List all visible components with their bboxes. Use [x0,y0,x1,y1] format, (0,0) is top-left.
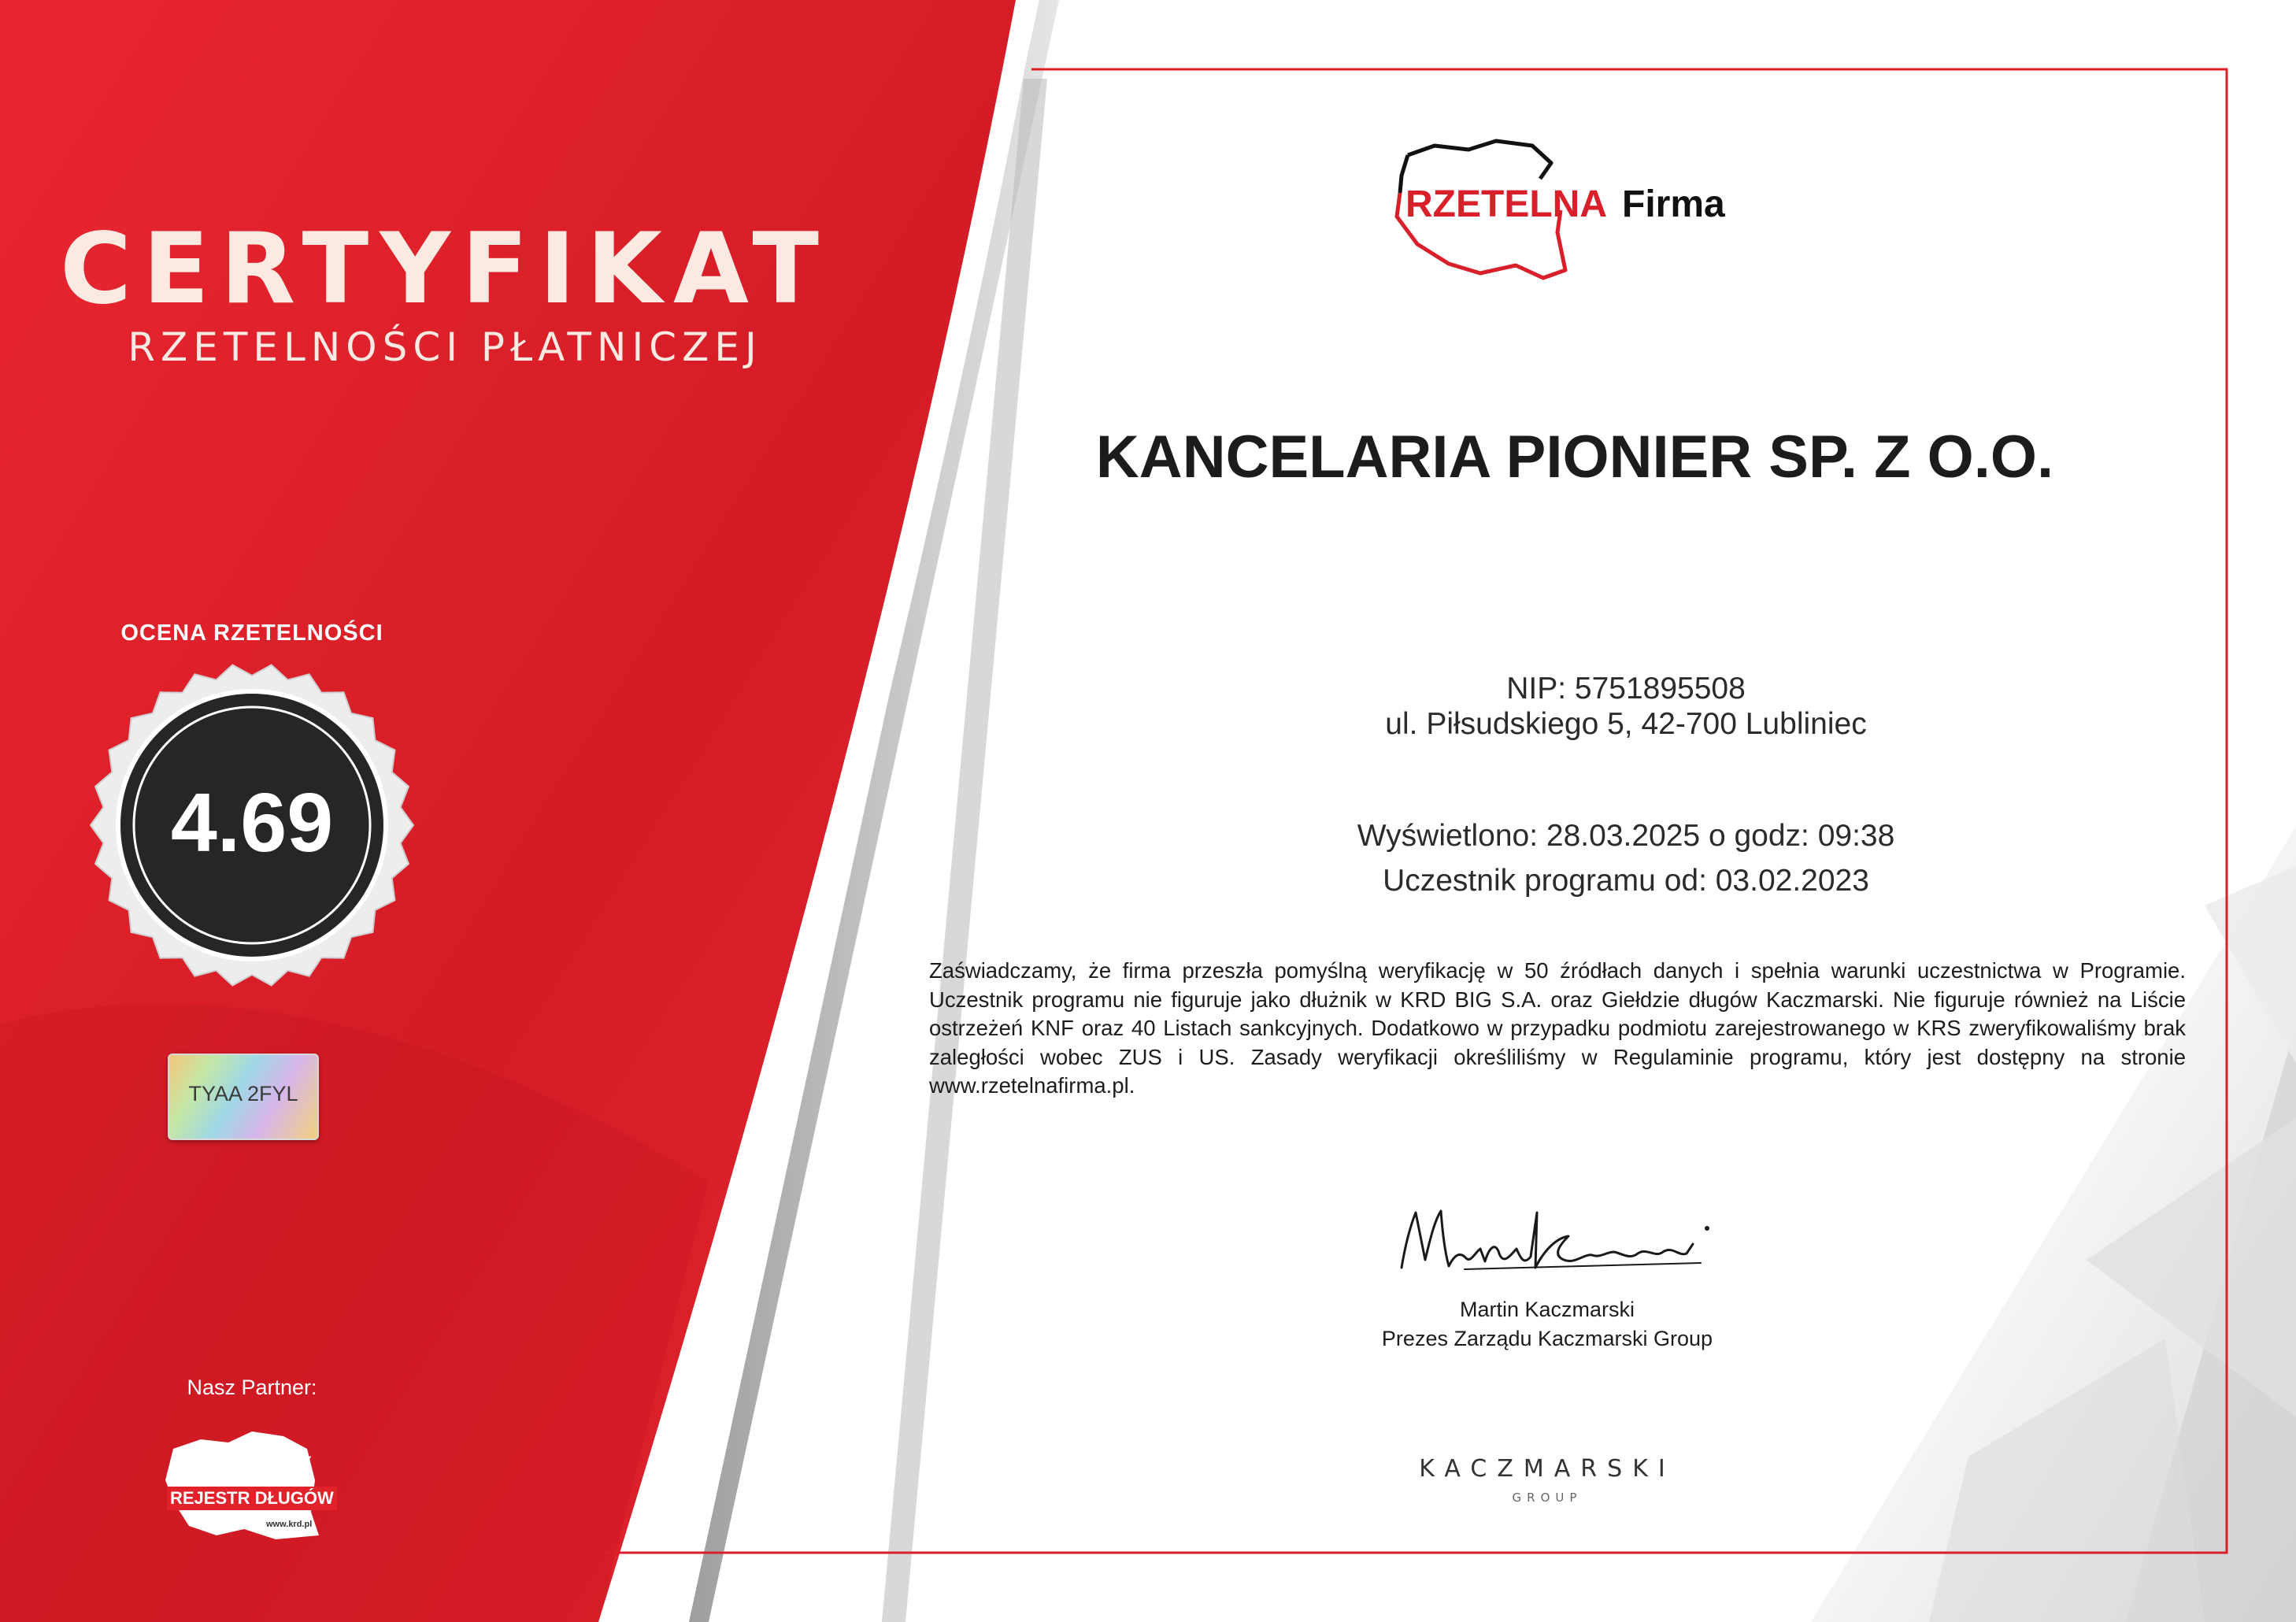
certificate-subtitle: RZETELNOŚCI PŁATNICZEJ [128,324,762,370]
member-since: Uczestnik programu od: 03.02.2023 [1383,864,1869,898]
rating-value: 4.69 [170,776,334,869]
rating-label: OCENA RZETELNOŚCI [120,620,383,646]
geometric-pattern [1811,827,2296,1622]
company-name: KANCELARIA PIONIER SP. Z O.O. [1095,424,2054,491]
company-nip: NIP: 5751895508 [1506,672,1746,705]
partner-logo-word2: REJESTR DŁUGÓW [167,1487,337,1510]
signer-role: Prezes Zarządu Kaczmarski Group [1381,1327,1713,1350]
certificate-statement: Zaświadczamy, że firma przeszła pomyślną weryfikację w 50 źródłach danych i spełnia warunki uczestnictwa w Programie. Uczestnik programu nie figuruje jako dłużnik w KRD BIG S.A. oraz Giełdzie długów Kaczmarski. Nie figuruje również na Liście ostrzeżeń KNF oraz 40 Listach sankcyjnych. Dodatkowo w przypadku podmiotu zarejestrowanego w KRS zweryfikowaliśmy brak zaległości wobec ZUS i US. Zasady weryfikacji określiliśmy w Regulaminie programu, który jest dostępny na stronie www.rzetelnafirma.pl. [929,958,2186,1098]
kaczmarski-logo-main: KACZMARSKI [1419,1455,1676,1483]
partner-logo-word1: KRAJOWY [170,1451,313,1481]
viewed-timestamp: Wyświetlono: 28.03.2025 o godz: 09:38 [1357,819,1895,853]
signer-name: Martin Kaczmarski [1459,1298,1635,1321]
brand-logo-word1: RZETELNA [1405,183,1607,225]
brand-logo-word2: Firma [1622,183,1725,225]
hologram-code: TYAA 2FYL [188,1082,298,1105]
handwritten-signature [1370,1197,1732,1291]
certificate-title: CERTYFIKAT [60,213,830,326]
partner-logo-url: www.krd.pl [266,1520,313,1529]
hologram-sticker [168,1054,319,1140]
kaczmarski-logo-sub: GROUP [1512,1491,1583,1505]
company-address: ul. Piłsudskiego 5, 42-700 Lubliniec [1385,707,1867,741]
partner-label: Nasz Partner: [187,1376,317,1399]
